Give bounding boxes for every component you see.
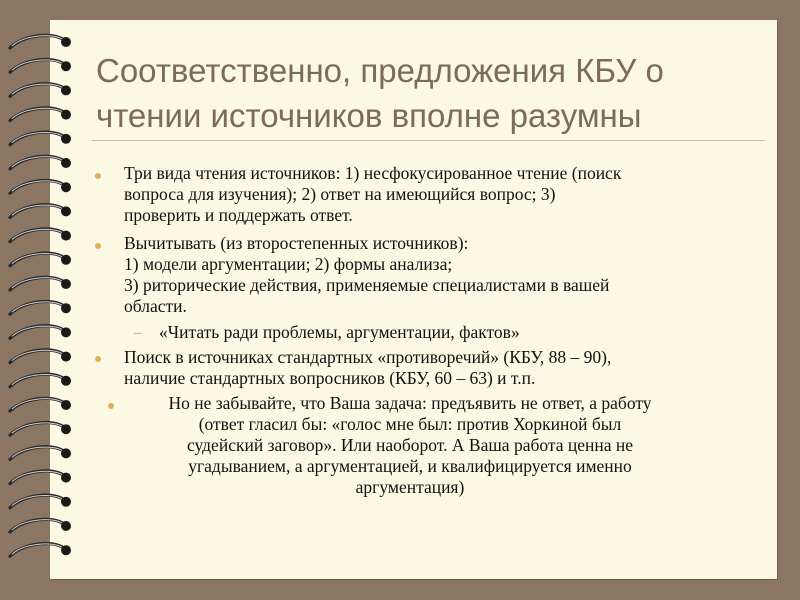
list-item-line: наличие стандартных вопросников (КБУ, 60 – 63) и т.п.	[124, 368, 536, 388]
title-line-2: чтении источников вполне разумны	[96, 97, 642, 134]
bullet-icon	[95, 243, 101, 249]
spiral-binding-icon	[4, 26, 84, 566]
list-item-line: судейский заговор». Или наоборот. А Ваша работа ценна не	[186, 435, 634, 455]
list-item-line: угадыванием, а аргументацией, и квалифицируется именно	[188, 456, 632, 476]
binding-hole	[61, 279, 71, 289]
list-item	[120, 393, 700, 498]
list-item-line: Но не забывайте, что Ваша задача: предъявить не ответ, а работу	[168, 393, 652, 413]
binding-hole	[61, 400, 71, 410]
binding-hole	[61, 545, 71, 555]
list-item-line: Поиск в источниках стандартных «противоречий» (КБУ, 88 – 90),	[124, 347, 612, 367]
binding-hole	[61, 231, 71, 241]
list-item-line: аргументация)	[355, 477, 465, 497]
binding-hole	[61, 497, 71, 507]
title-divider	[92, 140, 765, 141]
list-item	[124, 163, 621, 226]
binding-hole	[61, 327, 71, 337]
binding-hole	[61, 255, 71, 265]
list-item-line: «Читать ради проблемы, аргументации, фактов»	[159, 322, 520, 342]
sub-bullet-dash: –	[134, 325, 142, 341]
binding-hole	[61, 352, 71, 362]
slide-title	[96, 48, 756, 138]
list-item-line: 3) риторические действия, применяемые специалистами в вашей	[124, 275, 610, 295]
binding-hole	[61, 206, 71, 216]
binding-hole	[61, 182, 71, 192]
binding-hole	[61, 448, 71, 458]
bullet-icon	[95, 356, 101, 362]
list-item-line: Вычитывать (из второстепенных источников):	[124, 233, 469, 253]
list-item-line: Три вида чтения источников: 1) несфокусированное чтение (поиск	[124, 163, 622, 183]
list-item-line: (ответ гласил бы: «голос мне был: против Хоркиной был	[198, 414, 622, 434]
binding-hole	[61, 521, 71, 531]
list-item-line: проверить и поддержать ответ.	[124, 205, 353, 225]
binding-hole	[61, 134, 71, 144]
title-line-1: Соответственно, предложения КБУ о	[96, 52, 664, 89]
list-item-line: области.	[124, 296, 187, 316]
list-item	[124, 233, 609, 317]
binding-hole	[61, 61, 71, 71]
list-item-line: вопроса для изучения); 2) ответ на имеющийся вопрос; 3)	[124, 184, 556, 204]
binding-hole	[61, 110, 71, 120]
binding-hole	[61, 424, 71, 434]
binding-hole	[61, 376, 71, 386]
binding-hole	[61, 303, 71, 313]
binding-hole	[61, 158, 71, 168]
binding-hole	[61, 473, 71, 483]
sub-list-item	[159, 322, 520, 343]
bullet-icon	[108, 403, 114, 409]
list-item-line: 1) модели аргументации; 2) формы анализа;	[124, 254, 453, 274]
list-item	[124, 347, 611, 389]
bullet-icon	[95, 173, 101, 179]
binding-hole	[61, 37, 71, 47]
binding-hole	[61, 85, 71, 95]
